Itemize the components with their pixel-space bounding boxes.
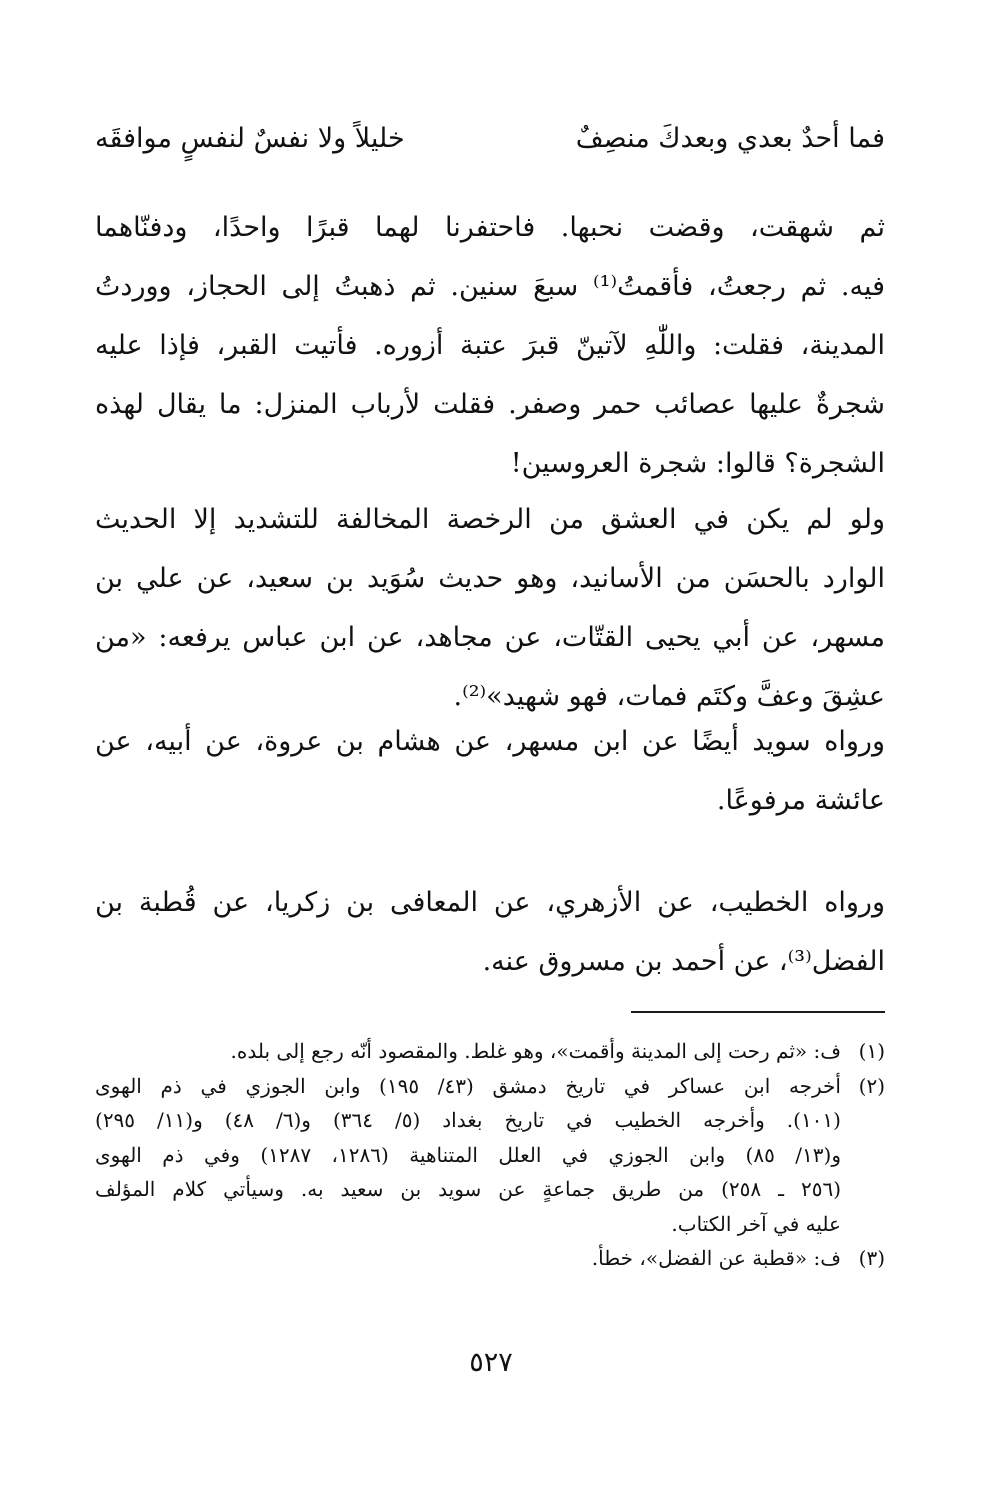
paragraph-2 [95, 490, 885, 726]
footnote-2 [95, 1069, 885, 1242]
paragraph-3 [95, 712, 885, 830]
footnote-1 [95, 1034, 885, 1069]
footnote-line: ف: «قطبة عن الفضل»، خطأ. [591, 1246, 841, 1270]
paragraph-1 [95, 198, 885, 493]
footnote-number: (١) [858, 1039, 885, 1063]
footnote-line: عليه في آخر الكتاب. [671, 1211, 841, 1236]
footnote-line: (١٠١). وأخرجه الخطيب في تاريخ بغداد (٥/ ٣٦٤) و(٦/ ٤٨) و(١١/ ٢٩٥) [95, 1108, 841, 1132]
paragraph-line: الشجرة؟ قالوا: شجرة العروسين! [510, 448, 885, 479]
footnote-separator [631, 1011, 885, 1013]
paragraph-line: ورواه الخطيب، عن الأزهري، عن المعافى بن زكريا، عن قُطبة بن [95, 887, 885, 918]
paragraph-line: الوارد بالحسَن من الأسانيد، وهو حديث سُوَيد بن سعيد، عن علي بن [95, 563, 885, 594]
verse-first-hemistich: فما أحدٌ بعدي وبعدكَ منصِفٌ [575, 123, 885, 154]
page-number: ٥٢٧ [469, 1347, 513, 1378]
footnote-number: (٢) [858, 1073, 885, 1098]
paragraph-line: عشِقَ وعفَّ وكتَم فمات، فهو شهيد»⁽²⁾. [453, 681, 885, 712]
paragraph-line: فيه. ثم رجعتُ، فأقمتُ⁽¹⁾ سبعَ سنين. ثم ذهبتُ إلى الحجاز، ووردتُ [95, 271, 885, 302]
footnote-3 [95, 1241, 885, 1276]
footnotes-list [95, 1034, 885, 1276]
paragraph-line: عائشة مرفوعًا. [716, 785, 885, 816]
paragraph-line: ورواه سويد أيضًا عن ابن مسهر، عن هشام بن عروة، عن أبيه، عن [95, 726, 885, 757]
paragraph-line: الفضل⁽³⁾، عن أحمد بن مسروق عنه. [482, 946, 885, 977]
paragraph-line: ثم شهقت، وقضت نحبها. فاحتفرنا لهما قبرًا واحدًا، ودفنّاهما [95, 212, 885, 243]
footnote-line: ف: «ثم رحت إلى المدينة وأقمت»، وهو غلط. والمقصود أنّه رجع إلى بلده. [230, 1039, 841, 1063]
footnote-line: أخرجه ابن عساكر في تاريخ دمشق (٤٣/ ١٩٥) وابن الجوزي في ذم الهوى [95, 1073, 841, 1098]
paragraph-line: مسهر، عن أبي يحيى القتّات، عن مجاهد، عن ابن عباس يرفعه: «من [95, 622, 885, 653]
paragraph-line: المدينة، فقلت: واللّٰهِ لآتينّ قبرَ عتبة أزوره. فأتيت القبر، فإذا عليه [95, 330, 885, 361]
paragraph-line: ولو لم يكن في العشق من الرخصة المخالفة للتشديد إلا الحديث [95, 504, 885, 535]
footnote-number: (٣) [858, 1246, 885, 1270]
paragraph-4 [95, 873, 885, 991]
verse-second-hemistich: خليلاً ولا نفسٌ لنفسٍ موافقَه [95, 123, 405, 154]
poetry-verse [95, 113, 885, 165]
footnote-line: (٢٥٦ ـ ٢٥٨) من طريق جماعةٍ عن سويد بن سعيد به. وسيأتي كلام المؤلف [95, 1177, 841, 1201]
paragraph-line: شجرةٌ عليها عصائب حمر وصفر. فقلت لأرباب المنزل: ما يقال لهذه [95, 389, 885, 420]
footnote-line: و(١٣/ ٨٥) وابن الجوزي في العلل المتناهية (١٢٨٦، ١٢٨٧) وفي ذم الهوى [95, 1142, 841, 1167]
